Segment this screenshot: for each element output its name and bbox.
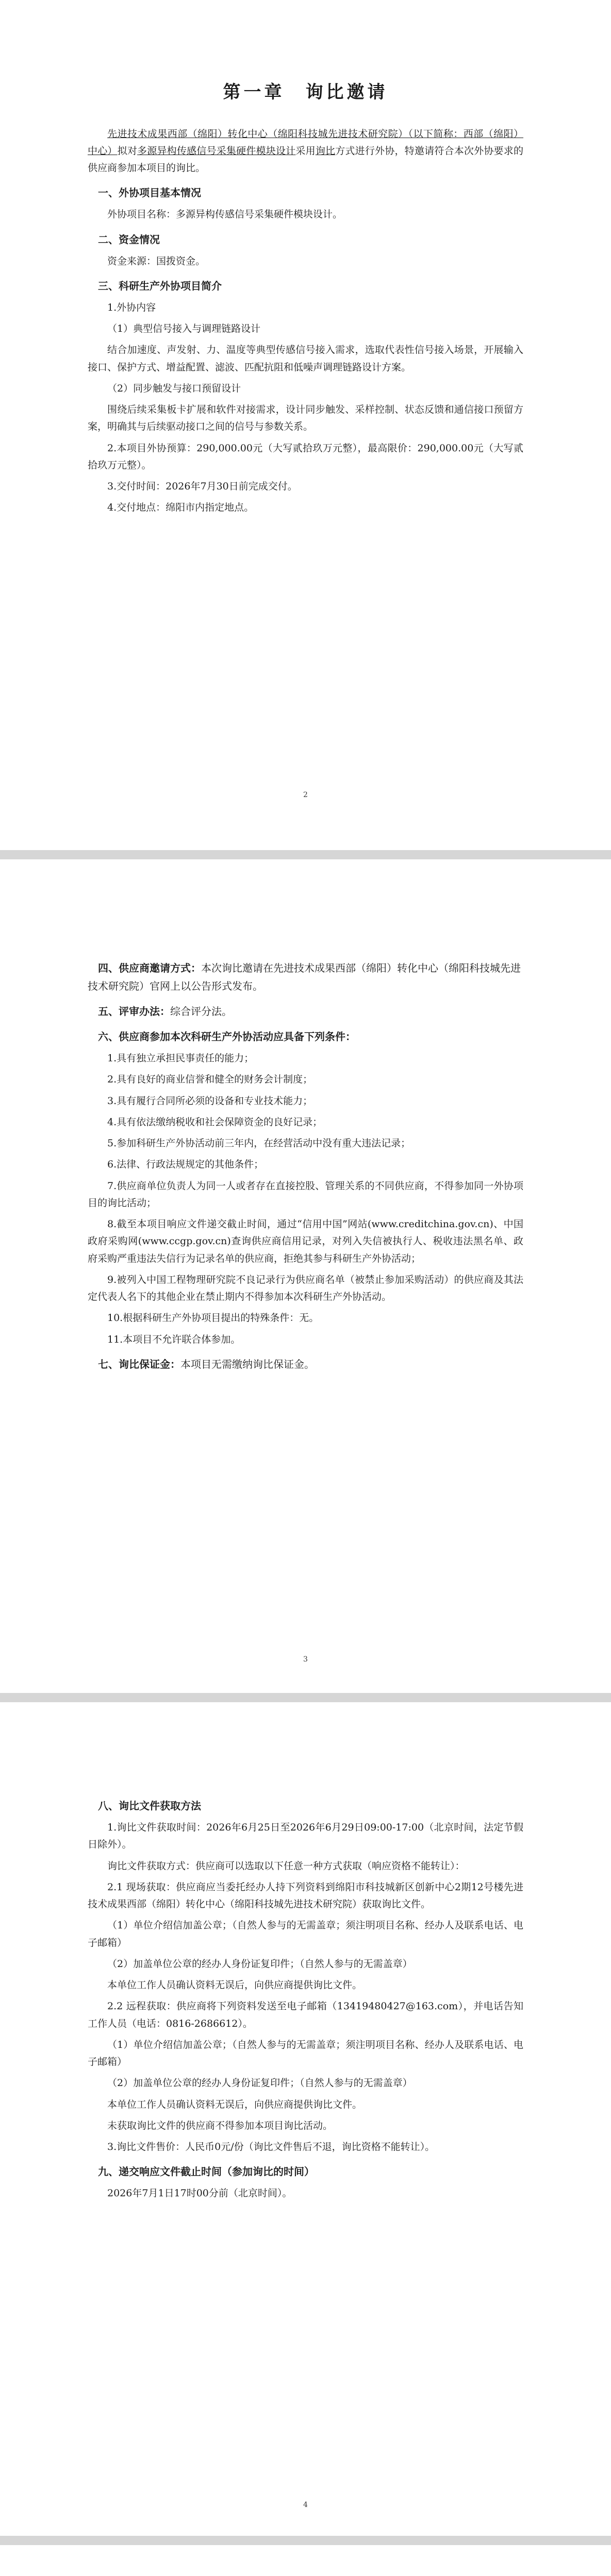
condition-item: 7.供应商单位负责人为同一人或者存在直接控股、管理关系的不同供应商，不得参加同一外协项目的询比活动； [88, 1180, 523, 1209]
condition-item: 4.具有依法缴纳税收和社会保障资金的良好记录； [107, 1116, 323, 1128]
section-heading-1: 一、外协项目基本情况 [98, 187, 201, 199]
paragraph: 资金来源：国拨资金。 [107, 255, 206, 267]
page-1-content [88, 77, 523, 521]
paragraph: 询比文件获取方式：供应商可以选取以下任意一种方式获取（响应资格不能转让）： [107, 1860, 465, 1872]
paragraph: 4.交付地点：绵阳市内指定地点。 [107, 502, 254, 514]
condition-item: 2.具有良好的商业信誉和健全的财务会计制度； [107, 1074, 313, 1086]
intro-text: 采用 [295, 145, 316, 157]
purchaser-abbrev: （以下简称：西部（绵阳）中心） [88, 128, 523, 157]
document-page-3 [0, 1702, 611, 2536]
page-number: 3 [303, 1655, 308, 1664]
paragraph: （1）典型信号接入与调理链路设计 [107, 323, 261, 334]
paragraph: 3.交付时间：2026年7月30日前完成交付。 [107, 481, 298, 492]
page-number: 4 [303, 2501, 308, 2509]
paragraph: 结合加速度、声发射、力、温度等典型传感信号接入需求，选取代表性信号接入场景，开展输入接口、保护方式、增益配置、滤波、匹配抗阻和低噪声调理链路设计方案。 [88, 344, 523, 373]
section-heading-8: 八、询比文件获取方法 [98, 1800, 201, 1812]
section-heading-4 [88, 959, 523, 995]
intro-text: 方式进行外协，特邀请符合本次外协要求的供应商参加本项目的询比。 [88, 145, 523, 174]
paragraph: （1）单位介绍信加盖公章；（自然人参与的无需盖章；须注明项目名称、经办人及联系电话、电子邮箱） [88, 1920, 523, 1948]
page-number: 2 [303, 791, 308, 799]
condition-item: 8.截至本项目响应文件递交截止时间，通过“信用中国”网站(www.creditchina.gov.cn)、中国政府采购网(www.ccgp.gov.cn)查询供应商信用记录，对列入失信被执行人、税收违法黑名单、政府采购严重违法失信行为记录名单的供应商，拒绝其参与科研生产外协活动； [88, 1218, 523, 1264]
document-page-1 [0, 0, 611, 850]
condition-item: 6.法律、行政法规规定的其他条件； [107, 1159, 264, 1171]
section-heading-2: 二、资金情况 [98, 233, 160, 246]
paragraph: 本单位工作人员确认资料无误后，向供应商提供询比文件。 [107, 1979, 362, 1991]
heading-label: 五、评审办法： [98, 1005, 170, 1018]
condition-item: 10.根据科研生产外协项目提出的特殊条件：无。 [107, 1312, 319, 1324]
section-heading-3: 三、科研生产外协项目简介 [98, 279, 222, 292]
heading-label: 四、供应商邀请方式： [98, 962, 201, 974]
paragraph: （2）加盖单位公章的经办人身份证复印件；（自然人参与的无需盖章） [107, 2077, 412, 2089]
paragraph: 2.本项目外协预算：290,000.00元（大写贰拾玖万元整），最高限价：290,000.00元（大写贰拾玖万元整）。 [88, 442, 523, 471]
condition-item: 3.具有履行合同所必须的设备和专业技术能力； [107, 1095, 313, 1107]
paragraph: 外协项目名称：多源异构传感信号采集硬件模块设计。 [107, 209, 343, 221]
condition-item: 1.具有独立承担民事责任的能力； [107, 1053, 254, 1064]
paragraph: 2.1 现场获取：供应商应当委托经办人持下列资料到绵阳市科技城新区创新中心2期12号楼先进技术成果西部（绵阳）转化中心（绵阳科技城先进技术研究院）获取询比文件。 [88, 1881, 523, 1910]
paragraph: （1）单位介绍信加盖公章；（自然人参与的无需盖章；须注明项目名称、经办人及联系电话、电子邮箱） [88, 2039, 523, 2067]
paragraph: 1.外协内容 [107, 301, 156, 313]
paragraph: 3.询比文件售价：人民币0元/份（询比文件售后不退，询比资格不能转让）。 [107, 2141, 435, 2153]
heading-label: 七、询比保证金： [98, 1358, 180, 1370]
heading-text: 本次询比邀请在先进技术成果西部（绵阳）转化中心（绵阳科技城先进技术研究院）官网上以公告形式发布。 [88, 962, 521, 992]
paragraph: （2）同步触发与接口预留设计 [107, 382, 241, 394]
paragraph: （2）加盖单位公章的经办人身份证复印件；（自然人参与的无需盖章） [107, 1958, 412, 1970]
condition-item: 9.被列入中国工程物理研究院不良记录行为供应商名单（被禁止参加采购活动）的供应商及其法定代表人名下的其他企业在禁止期内不得参加本次科研生产外协活动。 [88, 1274, 523, 1302]
section-heading-5 [88, 1003, 523, 1021]
paragraph: 2026年7月1日17时00分前（北京时间）。 [107, 2188, 292, 2199]
page-2-content [88, 952, 523, 1378]
project-name: 多源异构传感信号采集硬件模块设计 [137, 145, 296, 157]
paragraph: 围绕后续采集板卡扩展和软件对接需求，设计同步触发、采样控制、状态反馈和通信接口预留方案，明确其与后续驱动接口之间的信号与参数关系。 [88, 404, 523, 433]
document-page-2 [0, 859, 611, 1693]
paragraph: 2.2 远程获取：供应商将下列资料发送至电子邮箱（13419480427@163.com），并电话告知工作人员（电话：0816-2686612）。 [88, 2001, 523, 2029]
paragraph: 本单位工作人员确认资料无误后，向供应商提供询比文件。 [107, 2098, 362, 2110]
document-page-4 [0, 2545, 611, 2576]
intro-text: 拟对 [117, 145, 138, 157]
section-heading-7 [88, 1355, 523, 1374]
chapter-title: 第一章 询比邀请 [223, 82, 388, 103]
page-3-content [88, 1790, 523, 2207]
heading-text: 综合评分法。 [170, 1005, 232, 1018]
purchaser-name: 先进技术成果西部（绵阳）转化中心（绵阳科技城先进技术研究院） [107, 128, 408, 140]
section-heading-6: 六、供应商参加本次科研生产外协活动应具备下列条件： [98, 1030, 356, 1043]
paragraph: 未获取询比文件的供应商不得参加本项目询比活动。 [107, 2120, 333, 2131]
section-heading-9: 九、递交响应文件截止时间（参加询比的时间） [98, 2165, 315, 2178]
procurement-method: 询比 [315, 145, 336, 157]
condition-item: 11.本项目不允许联合体参加。 [107, 1333, 241, 1345]
intro-paragraph [88, 126, 523, 177]
heading-text: 本项目无需缴纳询比保证金。 [180, 1358, 315, 1370]
paragraph: 1.询比文件获取时间：2026年6月25日至2026年6月29日09:00-17:00（北京时间，法定节假日除外）。 [88, 1822, 523, 1851]
condition-item: 5.参加科研生产外协活动前三年内，在经营活动中没有重大违法记录； [107, 1138, 411, 1149]
